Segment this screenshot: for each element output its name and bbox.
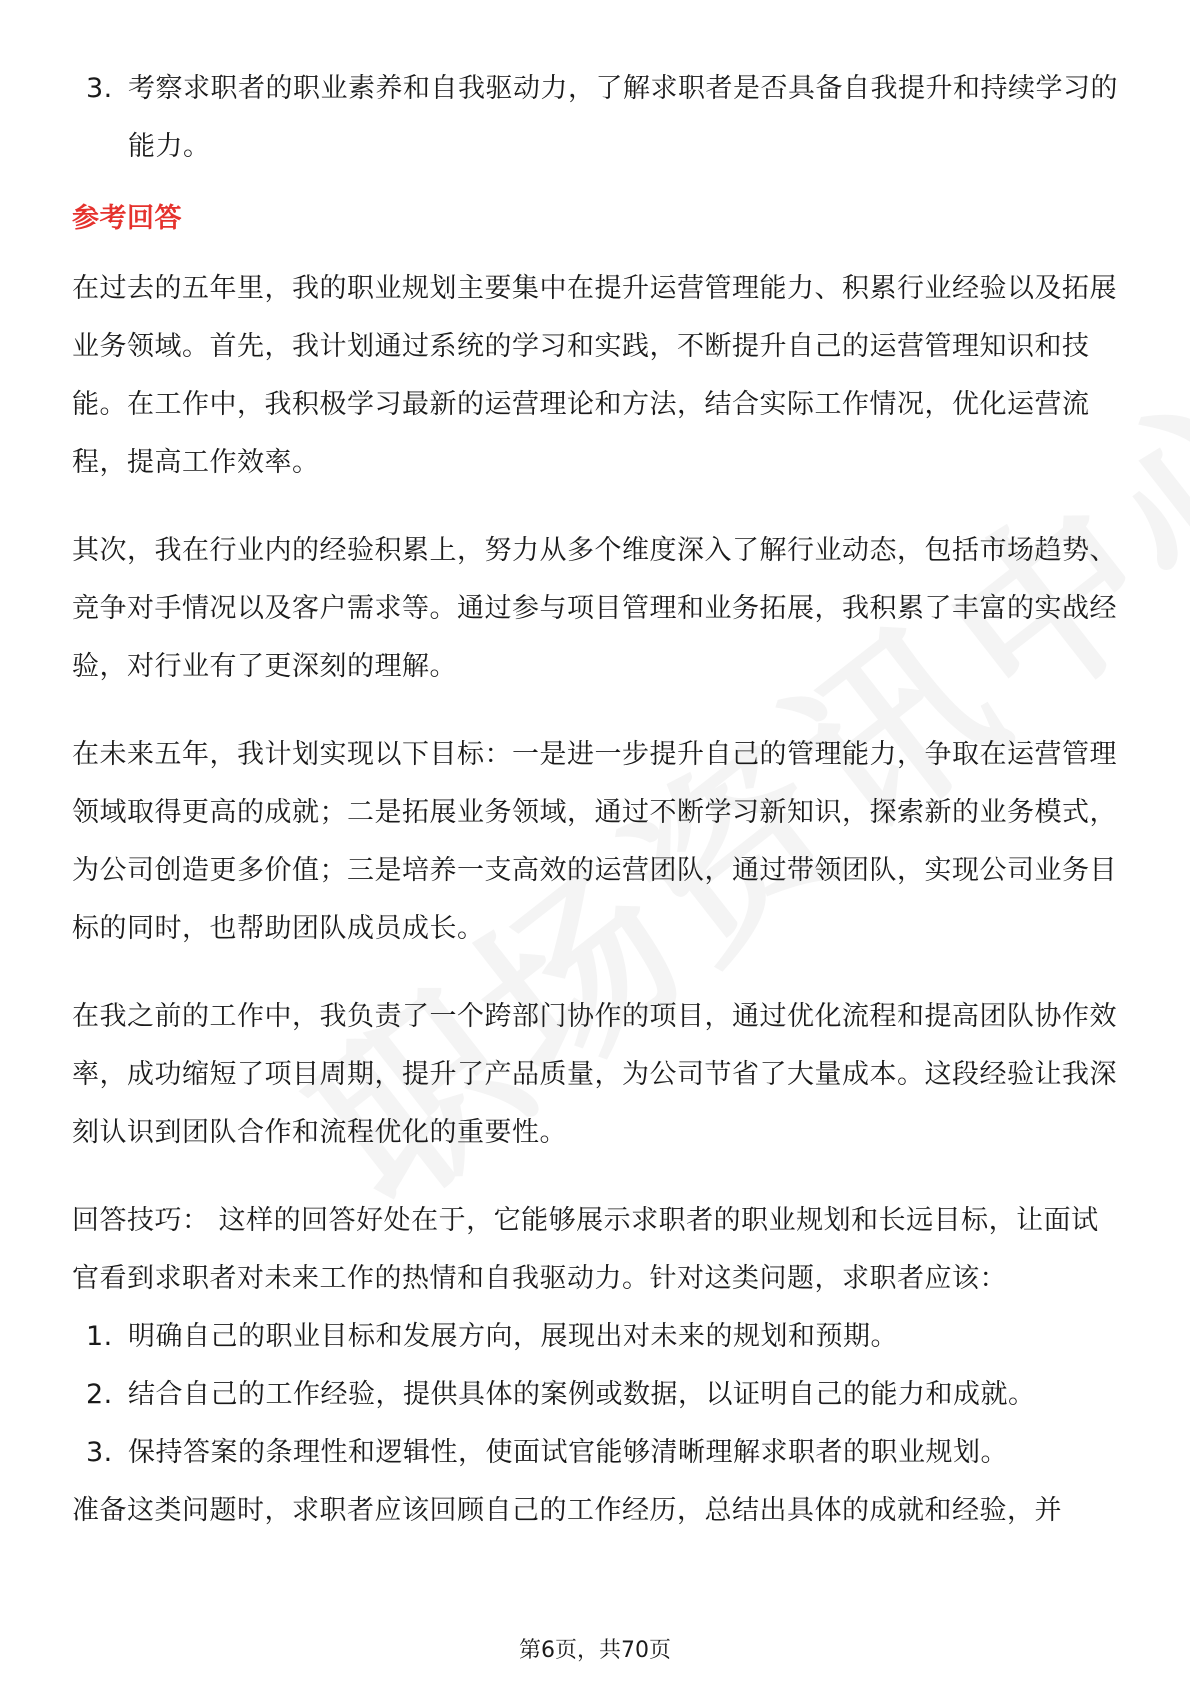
list-item (72, 60, 1122, 176)
list-item-text: 考察求职者的职业素养和自我驱动力，了解求职者是否具备自我提升和持续学习的能力。 (128, 73, 1118, 162)
top-list (72, 60, 1122, 176)
list-item-number: 3. (86, 73, 113, 104)
document-page (72, 60, 1122, 1540)
answer-paragraph-3: 在未来五年，我计划实现以下目标：一是进一步提升自己的管理能力，争取在运营管理领域取得更高的成就；二是拓展业务领域，通过不断学习新知识，探索新的业务模式，为公司创造更多价值；三是培养一支高效的运营团队，通过带领团队，实现公司业务目标的同时，也帮助团队成员成长。 (72, 739, 1117, 944)
list-item-number: 3. (86, 1437, 113, 1468)
list-item-number: 1. (86, 1321, 113, 1352)
reference-answer-heading: 参考回答 (72, 203, 182, 234)
tips-list (72, 1308, 1122, 1482)
answer-paragraph-2: 其次，我在行业内的经验积累上，努力从多个维度深入了解行业动态，包括市场趋势、竞争对手情况以及客户需求等。通过参与项目管理和业务拓展，我积累了丰富的实战经验，对行业有了更深刻的理解。 (72, 535, 1117, 682)
list-item-text: 保持答案的条理性和逻辑性，使面试官能够清晰理解求职者的职业规划。 (128, 1437, 1008, 1468)
page-footer: 第6页，共70页 (519, 1638, 671, 1663)
list-item (72, 1424, 1122, 1482)
list-item (72, 1366, 1122, 1424)
list-item-text: 结合自己的工作经验，提供具体的案例或数据，以证明自己的能力和成就。 (128, 1379, 1036, 1410)
closing-paragraph: 准备这类问题时，求职者应该回顾自己的工作经历，总结出具体的成就和经验，并 (72, 1495, 1062, 1526)
tips-paragraph: 回答技巧： 这样的回答好处在于，它能够展示求职者的职业规划和长远目标，让面试官看到求职者对未来工作的热情和自我驱动力。针对这类问题，求职者应该： (72, 1205, 1099, 1294)
list-item (72, 1308, 1122, 1366)
list-item-text: 明确自己的职业目标和发展方向，展现出对未来的规划和预期。 (128, 1321, 898, 1352)
answer-paragraph-4: 在我之前的工作中，我负责了一个跨部门协作的项目，通过优化流程和提高团队协作效率，成功缩短了项目周期，提升了产品质量，为公司节省了大量成本。这段经验让我深刻认识到团队合作和流程优化的重要性。 (72, 1001, 1117, 1148)
list-item-number: 2. (86, 1379, 113, 1410)
answer-paragraph-1: 在过去的五年里，我的职业规划主要集中在提升运营管理能力、积累行业经验以及拓展业务领域。首先，我计划通过系统的学习和实践，不断提升自己的运营管理知识和技能。在工作中，我积极学习最新的运营理论和方法，结合实际工作情况，优化运营流程，提高工作效率。 (72, 273, 1117, 478)
